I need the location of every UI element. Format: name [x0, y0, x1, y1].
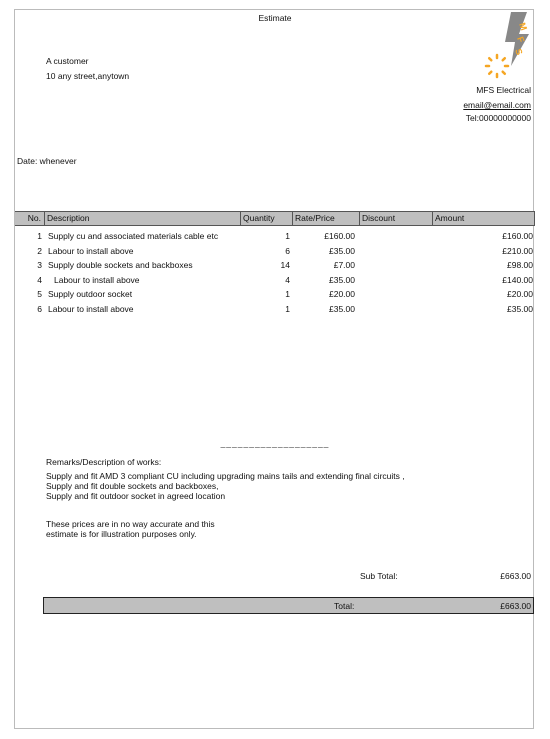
- row-number: 4: [37, 274, 42, 285]
- row-quantity: 4: [285, 274, 290, 285]
- row-amount: £35.00: [507, 303, 533, 314]
- row-description: Supply outdoor socket: [48, 289, 133, 299]
- row-rate: £7.00: [333, 260, 355, 270]
- col-amount: Amount: [432, 212, 535, 225]
- col-description: Description: [44, 212, 240, 225]
- svg-text:S: S: [513, 47, 525, 57]
- row-amount: £210.00: [502, 245, 533, 256]
- row-number: 6: [37, 303, 42, 314]
- svg-text:F: F: [515, 35, 527, 44]
- remark-line: Supply and fit double sockets and backboxes,: [46, 481, 219, 491]
- separator-line: ___________________: [220, 438, 330, 448]
- table-row: [15, 302, 535, 316]
- row-description: Supply double sockets and backboxes: [48, 260, 193, 270]
- total-value: £663.00: [500, 601, 531, 611]
- table-row: [15, 244, 535, 258]
- col-quantity: Quantity: [240, 212, 292, 225]
- col-no: No.: [27, 213, 41, 223]
- disclaimer-line: estimate is for illustration purposes only.: [46, 529, 197, 539]
- table-header: [15, 211, 535, 226]
- row-amount: £140.00: [502, 274, 533, 285]
- company-phone: Tel:00000000000: [465, 113, 531, 123]
- col-discount: Discount: [359, 212, 432, 225]
- remarks-label: Remarks/Description of works:: [46, 457, 162, 467]
- row-rate: £35.00: [329, 274, 355, 285]
- row-quantity: 14: [280, 260, 290, 270]
- sun-rays-icon: [486, 55, 508, 77]
- row-quantity: 1: [285, 231, 290, 241]
- row-number: 3: [37, 260, 42, 270]
- customer-name: A customer: [46, 56, 89, 66]
- row-rate: £35.00: [329, 303, 355, 314]
- subtotal-value: £663.00: [500, 571, 531, 581]
- row-amount: £160.00: [502, 231, 533, 241]
- remark-line: Supply and fit outdoor socket in agreed location: [46, 491, 226, 501]
- row-rate: £160.00: [324, 231, 355, 241]
- company-logo: [481, 10, 535, 86]
- table-row: [15, 287, 535, 301]
- row-quantity: 1: [285, 303, 290, 314]
- customer-address: 10 any street,anytown: [46, 71, 130, 81]
- row-amount: £20.00: [507, 289, 533, 299]
- row-description: Labour to install above: [48, 245, 134, 256]
- row-amount: £98.00: [507, 260, 533, 270]
- row-rate: £35.00: [329, 245, 355, 256]
- estimate-date: Date: whenever: [17, 156, 77, 166]
- row-number: 5: [37, 289, 42, 299]
- row-quantity: 6: [285, 245, 290, 256]
- remark-line: Supply and fit AMD 3 compliant CU including upgrading mains tails and extending final circuits ,: [46, 471, 405, 481]
- row-number: 2: [37, 245, 42, 256]
- table-row: [15, 229, 535, 243]
- row-number: 1: [37, 231, 42, 241]
- row-quantity: 1: [285, 289, 290, 299]
- company-email[interactable]: email@email.com: [463, 100, 531, 110]
- row-description: Labour to install above: [54, 274, 140, 285]
- disclaimer-line: These prices are in no way accurate and this: [46, 519, 215, 529]
- company-name: MFS Electrical: [476, 85, 531, 95]
- total-label: Total:: [334, 601, 355, 611]
- table-row: [15, 273, 535, 287]
- row-rate: £20.00: [329, 289, 355, 299]
- table-row: [15, 258, 535, 272]
- svg-text:M: M: [517, 21, 530, 32]
- document-title: Estimate: [258, 13, 292, 23]
- row-description: Labour to install above: [48, 303, 134, 314]
- estimate-page: [14, 9, 534, 729]
- total-box: [43, 597, 534, 614]
- col-rate: Rate/Price: [292, 212, 359, 225]
- subtotal-label: Sub Total:: [360, 571, 398, 581]
- row-description: Supply cu and associated materials cable etc: [48, 231, 219, 241]
